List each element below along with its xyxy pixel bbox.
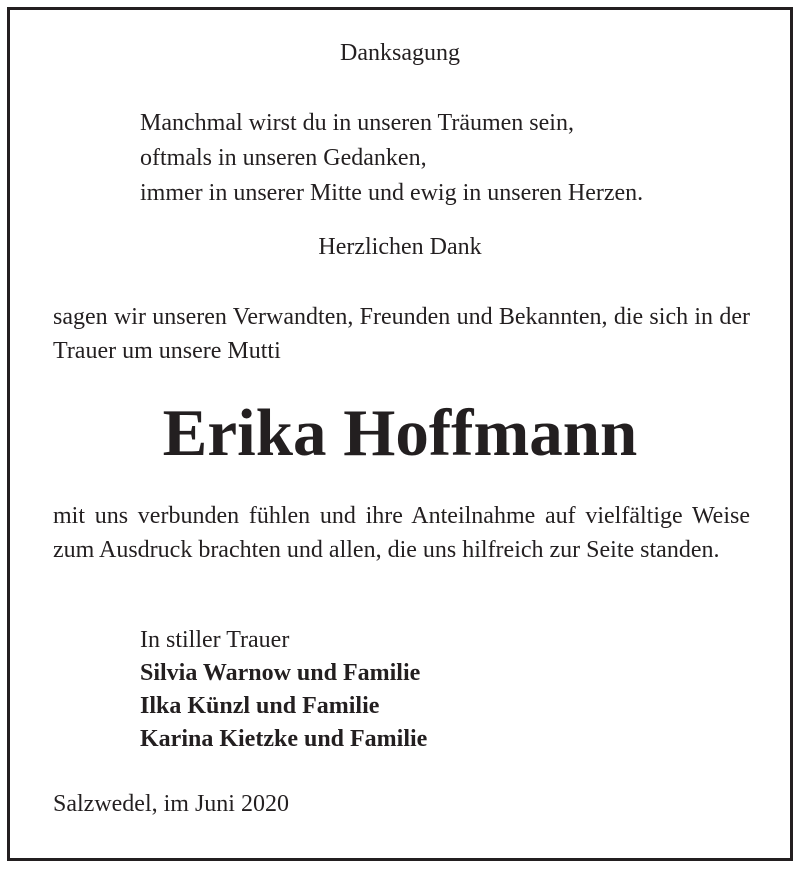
- poem-line: Manchmal wirst du in unseren Träumen sein,: [140, 110, 574, 136]
- mourner-name: Silvia Warnow und Familie: [140, 660, 421, 686]
- poem-line: oftmals in unseren Gedanken,: [140, 145, 427, 171]
- thanks-paragraph-1: sagen wir unseren Verwandten, Freunden und Bekannten, die sich in der Trauer um unsere Mutti: [53, 304, 750, 364]
- mourner-name: Ilka Künzl und Familie: [140, 693, 380, 719]
- deceased-name: Erika Hoffmann: [162, 396, 638, 470]
- thanks-paragraph-2: mit uns verbunden fühlen und ihre Anteilnahme auf vielfältige Weise zum Ausdruck brachten und allen, die uns hilfreich zur Seite standen.: [53, 503, 750, 563]
- mourner-name: Karina Kietzke und Familie: [140, 726, 428, 752]
- place-date: Salzwedel, im Juni 2020: [53, 791, 289, 817]
- mourners-block: [140, 624, 427, 756]
- poem: [140, 106, 643, 211]
- poem-line: immer in unserer Mitte und ewig in unseren Herzen.: [140, 180, 644, 206]
- mourning-intro: In stiller Trauer: [140, 627, 290, 653]
- thanks-heading: Herzlichen Dank: [318, 234, 482, 260]
- notice-title: Danksagung: [340, 40, 460, 66]
